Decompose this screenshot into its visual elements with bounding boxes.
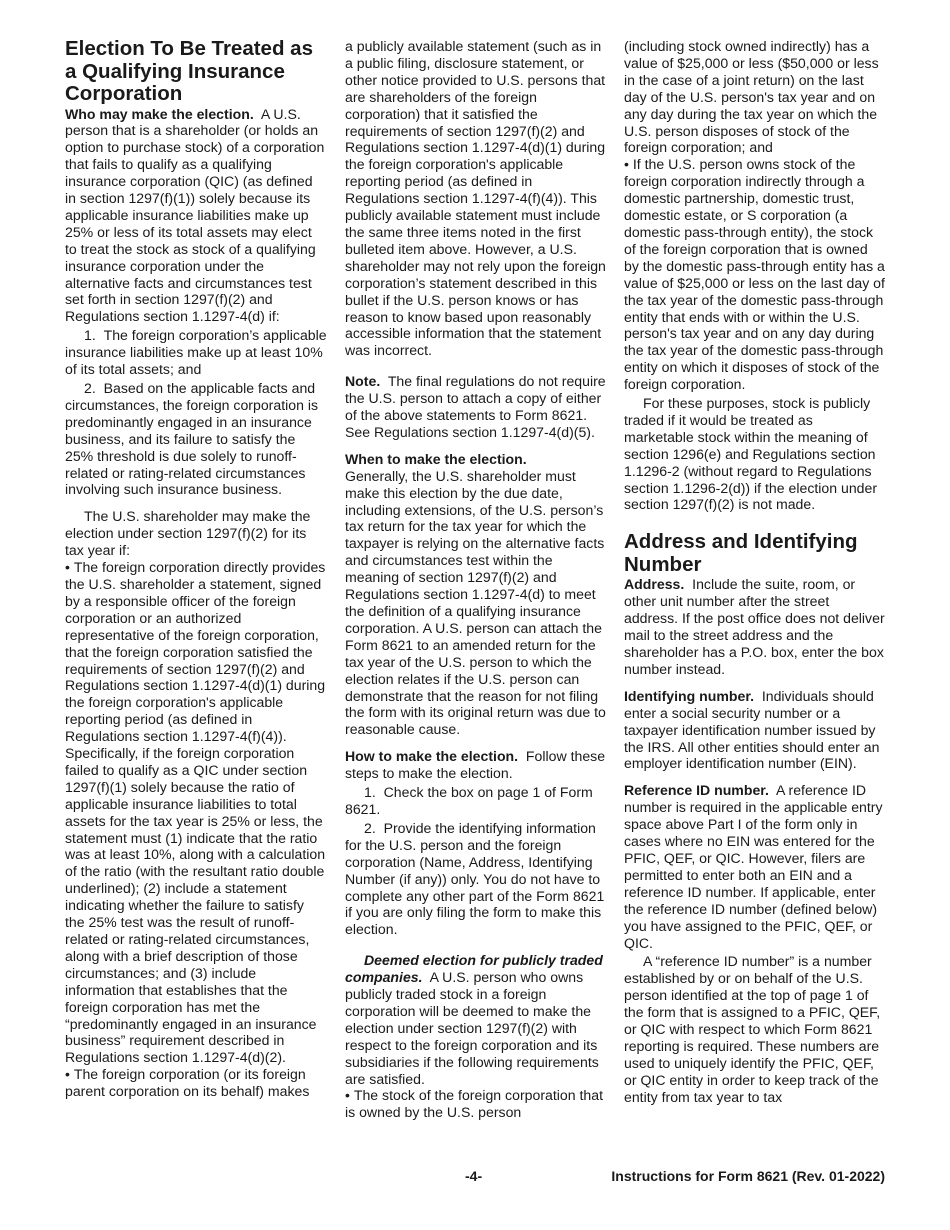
bullet-statement-public-text: The foreign corporation (or its foreign parent corporation on its behalf) makes (65, 1066, 310, 1100)
how-to-elect-lead: How to make the election. (345, 748, 519, 765)
footer-form-title: Instructions for Form 8621 (Rev. 01-2022) (611, 1168, 885, 1184)
step-2: 2. Provide the identifying information for the U.S. person and the foreign corporation (Name, Address, Identifying Number (if any)) only. You do not have to complete any other part of the Form 8621 if you are only filing the form to make this election. (345, 819, 605, 938)
identifying-number-paragraph (624, 688, 886, 773)
column-1 (65, 38, 327, 1100)
address-paragraph (624, 576, 886, 677)
section-heading-qic-election: Election To Be Treated as a Qualifying Insurance Corporation (65, 37, 313, 105)
stock-value-continuation: (including stock owned indirectly) has a value of $25,000 or less ($50,000 or less in the case of a joint return) on the last day of the U.S. person's tax year and on any day during the tax year on which the U.S. person disposes of stock of the foreign corporation; and (624, 38, 879, 156)
address-text: Include the suite, room, or other unit number after the street address. If the post office does not deliver mail to the street address and the shareholder has a P.O. box, enter the box number instead. (624, 576, 885, 677)
column-2 (345, 38, 607, 1121)
who-may-elect-lead: Who may make the election. (65, 105, 254, 122)
bullet-stock-value-text: The stock of the foreign corporation that is owned by the U.S. person (345, 1087, 603, 1121)
who-may-elect-text: A U.S. person that is a shareholder (or holds an option to purchase stock) of a corporation that fails to qualify as a qualifying insurance corporation (QIC) (as defined in section 1297(f)(1)) solely because its applicable insurance liabilities make up 25% or less of its total assets may elect to treat the stock as stock of a qualifying insurance corporation under the alternative facts and circumstances test set forth in section 1297(f)(2) and Regulations section 1.1297-4(d) if: (65, 105, 325, 325)
identifying-number-text: Individuals should enter a social security number or a taxpayer identification number issued by the IRS. All other entities should enter an employer identification number (EIN). (624, 687, 880, 772)
bullet-statement-direct-text: The foreign corporation directly provides the U.S. shareholder a statement, signed by a responsible officer of the foreign corporation or an authorized representative of the foreign corporation, that the foreign corporation satisfied the requirements of section 1297(f)(2) and Regulations section 1.1297-4(d)(1) during the foreign corporation's applicable reporting period (as defined in Regulations section 1.1297-4(f)(4)). Specifically, if the foreign corporation failed to qualify as a QIC under section 1297(f)(1) solely because the ratio of applicable insurance liabilities to total assets for the tax year is 25% or less, the statement must (1) indicate that the ratio was at least 10%, along with a calculation of the ratio (with the resultant ratio double underlined); (2) include a statement indicating whether the failure to satisfy the 25% test was the result of runoff-related or rating-related circumstances, along with a brief description of those circumstances; and (3) include information that establishes that the foreign corporation has met the “predominantly engaged in an insurance business” requirement described in Regulations section 1.1297-4(d)(2). (65, 559, 326, 1066)
publicly-traded-paragraph: For these purposes, stock is publicly traded if it would be treated as marketable stock within the meaning of section 1296(e) and Regulations section 1.1296-2 (without regard to Regulations section 1.1296-2(d)) if the election under section 1297(f)(2) is not made. (624, 395, 878, 513)
who-may-elect-paragraph (65, 106, 327, 326)
bullet-indirect-ownership-text: If the U.S. person owns stock of the foreign corporation indirectly through a domestic partnership, domestic trust, domestic estate, or S corporation (a domestic pass-through entity), the stock of the foreign corporation that is owned by the domestic pass-through entity has a value of $25,000 or less on the last day of the tax year of the domestic pass-through entity that ends with or within the U.S. person's tax year and on any day during the tax year of the domestic pass-through entity on which it disposes of stock of the foreign corporation. (624, 156, 885, 393)
shareholder-election-paragraph: The U.S. shareholder may make the election under section 1297(f)(2) for its tax year if: (65, 508, 311, 559)
address-lead: Address. (624, 576, 685, 593)
deemed-election-paragraph (345, 952, 607, 1087)
when-to-elect-text: Generally, the U.S. shareholder must make this election by the due date, including extensions, of the U.S. person’s tax return for the tax year for which the taxpayer is relying on the alternative facts and circumstances test within the meaning of section 1297(f)(2) and Regulations section 1.1297-4(d) to meet the definition of a qualifying insurance corporation. A U.S. person can attach the Form 8621 to an amended return for the tax year of the U.S. person to which the election relates if the U.S. person can demonstrate that the reason for not filing the form with its original return was due to reasonable cause. (345, 467, 606, 738)
step-1: 1. Check the box on page 1 of Form 8621. (345, 784, 593, 817)
section-heading-address: Address and Identifying Number (624, 530, 858, 576)
note-lead: Note. (345, 373, 381, 390)
reference-id-definition: A “reference ID number” is a number established by or on behalf of the U.S. person identified at the top of page 1 of the form that is assigned to a PFIC, QEF, or QIC with respect to which Form 8621 reporting is required. These numbers are used to uniquely identify the PFIC, QEF, or QIC entity in order to keep track of the entity from tax year to tax (624, 953, 881, 1105)
when-to-elect-paragraph (345, 451, 607, 738)
column-3 (624, 38, 886, 1106)
bullet-statement-public (65, 1066, 327, 1100)
deemed-election-lead: Deemed election for publicly traded companies. (345, 952, 603, 986)
deemed-election-text: A U.S. person who owns publicly traded stock in a foreign corporation will be deemed to make the election under section 1297(f)(2) with respect to the foreign corporation and its subsidiaries if the following requirements are satisfied. (345, 969, 599, 1087)
how-to-elect-text: Follow these steps to make the election. (345, 748, 606, 782)
page-number: -4- (465, 1168, 483, 1184)
public-statement-continuation: a publicly available statement (such as in a public filing, disclosure statement, or other notice provided to U.S. persons that are shareholders of the foreign corporation) that it satisfied the requirements of section 1297(f)(2) and Regulations section 1.1297-4(d)(1) during the foreign corporation's applicable reporting period (as defined in Regulations section 1.1297-4(f)(4)). This publicly available statement must include the same three items noted in the first bulleted item above. However, a U.S. shareholder may not rely upon the foreign corporation’s statement described in this bullet if the U.S. person knows or has reason to know based upon reasonably accessible information that the statement was incorrect. (345, 38, 606, 359)
bullet-indirect-ownership (624, 156, 886, 393)
list-item-1: 1. The foreign corporation’s applicable insurance liabilities make up at least 10% of its total assets; and (65, 327, 327, 378)
reference-id-text: A reference ID number is required in the applicable entry space above Part I of the form only in cases where no EIN was entered for the PFIC, QEF, or QIC. However, filers are permitted to enter both an EIN and a reference ID number. If applicable, enter the reference ID number (defined below) you have assigned to the PFIC, QEF, or QIC. (624, 782, 883, 951)
identifying-number-lead: Identifying number. (624, 687, 754, 704)
reference-id-lead: Reference ID number. (624, 782, 769, 799)
reference-id-paragraph (624, 782, 886, 951)
bullet-stock-value (345, 1087, 607, 1121)
note-paragraph (345, 373, 607, 441)
list-item-2: 2. Based on the applicable facts and circumstances, the foreign corporation is predominantly engaged in an insurance business, and its failure to satisfy the 25% threshold is due solely to runoff-related or rating-related circumstances involving such insurance business. (65, 380, 319, 498)
when-to-elect-lead: When to make the election. (345, 450, 527, 467)
how-to-elect-paragraph (345, 748, 607, 782)
bullet-statement-direct (65, 559, 327, 1066)
note-text: The final regulations do not require the U.S. person to attach a copy of either of the above statements to Form 8621. See Regulations section 1.1297-4(d)(5). (345, 373, 606, 440)
